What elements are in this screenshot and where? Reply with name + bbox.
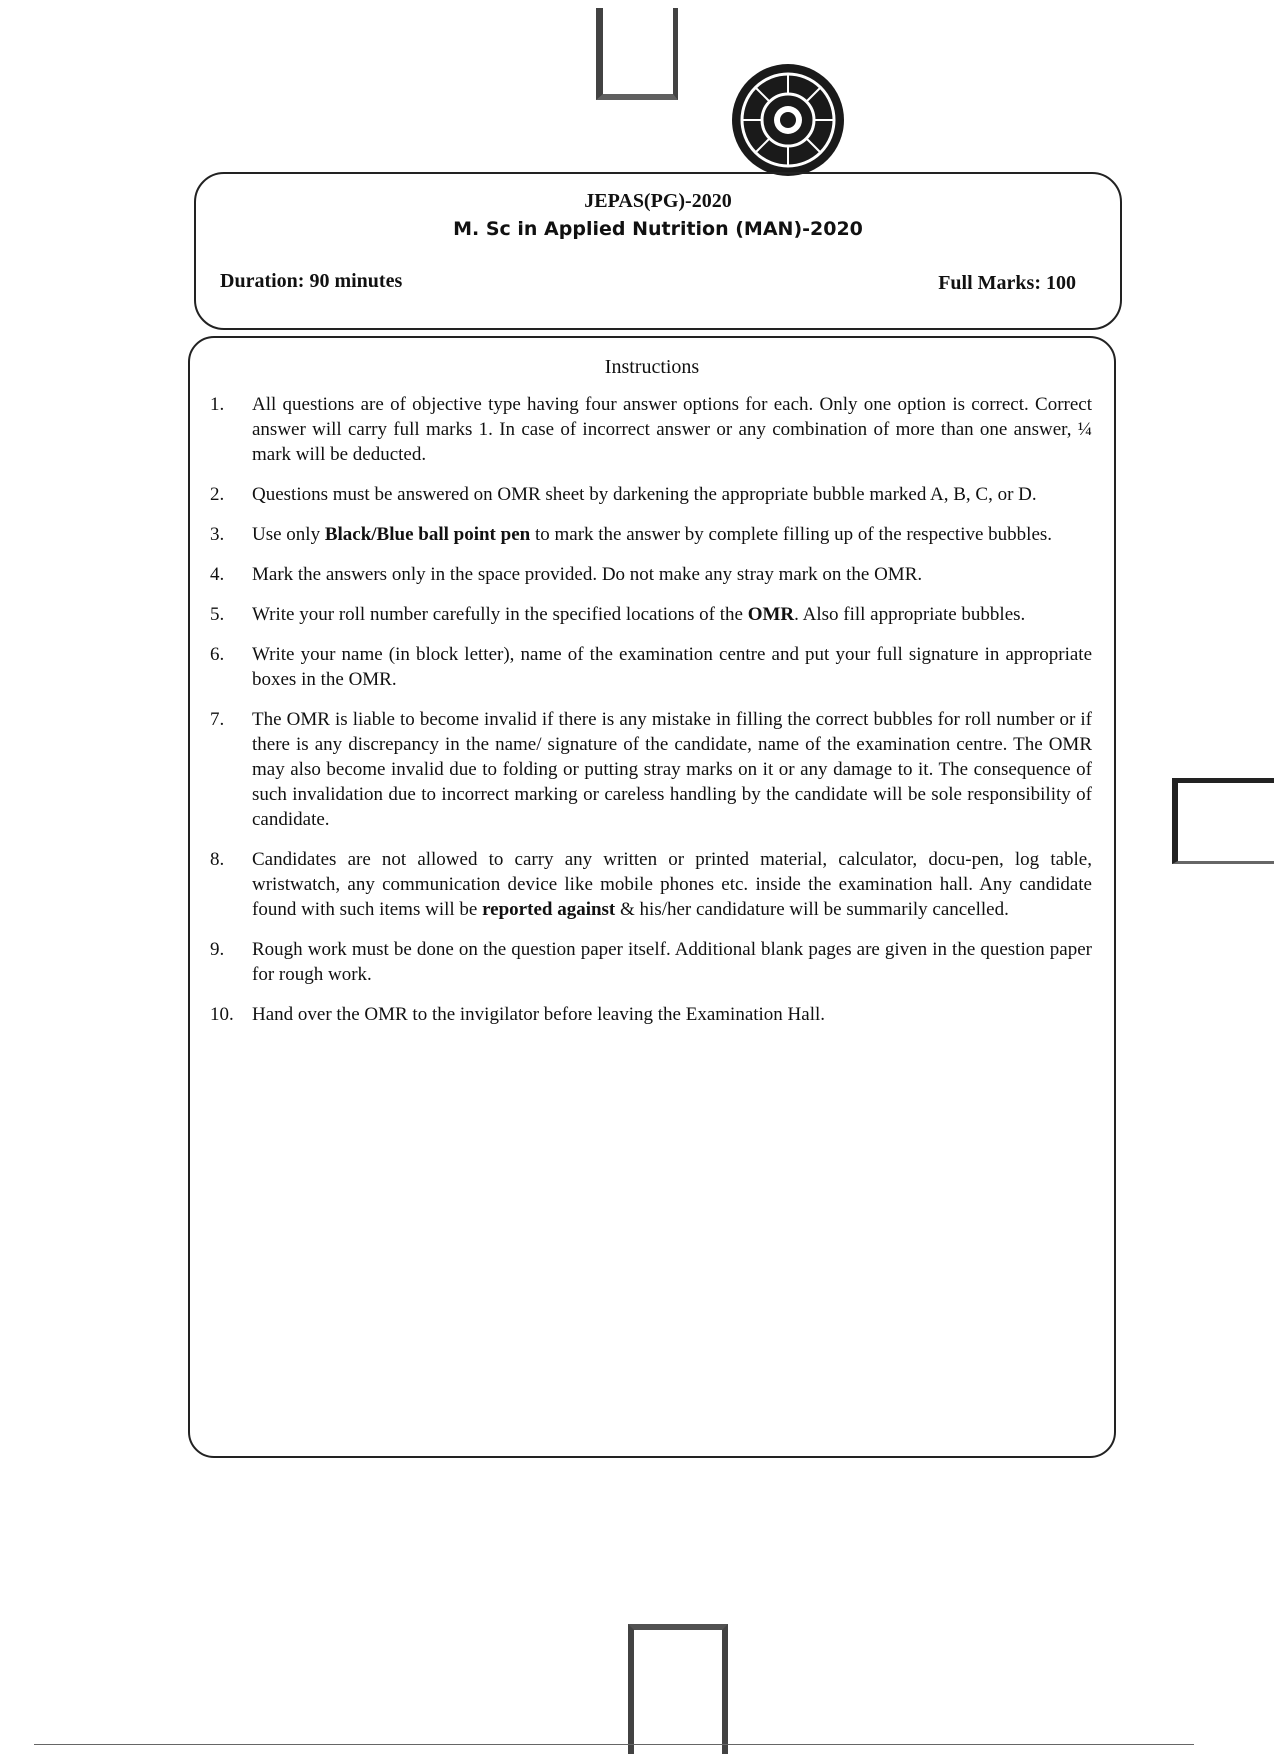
- instruction-text: Rough work must be done on the question paper itself. Additional blank pages are given in the question paper for rough work.: [252, 939, 1092, 985]
- instruction-number: 9.: [210, 939, 225, 960]
- instruction-text: The OMR is liable to become invalid if there is any mistake in filling the correct bubbles for roll number or if there is any discrepancy in the name/ signature of the candidate, name of the examination centre. The OMR may also become invalid due to folding or putting stray marks on it or any damage to it. The consequence of such invalidation due to incorrect marking or careless handling by the candidate will be sole responsibility of candidate.: [252, 709, 1092, 830]
- instruction-number: 5.: [210, 604, 225, 625]
- instruction-text: Use only Black/Blue ball point pen to mark the answer by complete filling up of the respective bubbles.: [252, 524, 1053, 545]
- instruction-item-2: [210, 482, 1092, 507]
- instruction-number: 3.: [210, 524, 225, 545]
- page-baseline: [34, 1744, 1194, 1745]
- instruction-text: Questions must be answered on OMR sheet by darkening the appropriate bubble marked A, B, C, or D.: [252, 484, 1037, 505]
- instruction-number: 8.: [210, 849, 225, 870]
- instruction-number: 6.: [210, 644, 225, 665]
- instruction-text: Write your name (in block letter), name of the examination centre and put your full signature in appropriate boxes in the OMR.: [252, 644, 1092, 690]
- full-marks: Full Marks: 100: [938, 272, 1076, 294]
- instruction-item-7: [210, 707, 1092, 832]
- instruction-text: Write your roll number carefully in the specified locations of the OMR. Also fill appropriate bubbles.: [252, 604, 1026, 625]
- instruction-item-10: [210, 1002, 1092, 1027]
- instructions-heading: Instructions: [604, 356, 700, 378]
- instruction-text: Hand over the OMR to the invigilator before leaving the Examination Hall.: [252, 1004, 826, 1025]
- registration-mark-top: [596, 8, 678, 100]
- instruction-item-3: [210, 522, 1092, 547]
- registration-mark-bottom: [628, 1624, 728, 1754]
- registration-mark-right: [1172, 778, 1274, 864]
- instruction-item-1: [210, 392, 1092, 467]
- exam-header: [194, 172, 1122, 330]
- instruction-number: 1.: [210, 394, 225, 415]
- instruction-text: All questions are of objective type having four answer options for each. Only one option is correct. Correct answer will carry full marks 1. In case of incorrect answer or any combination of more than one answer, ¼ mark will be deducted.: [252, 394, 1092, 465]
- board-seal-icon: [728, 60, 848, 180]
- instruction-item-8: [210, 847, 1092, 922]
- instruction-number: 4.: [210, 564, 225, 585]
- instruction-item-6: [210, 642, 1092, 692]
- instructions-box: [188, 336, 1116, 1458]
- instruction-text: Candidates are not allowed to carry any written or printed material, calculator, docu-pen, log table, wristwatch, any communication device like mobile phones etc. inside the examination hall. Any candidate found with such items will be reported against & his/her candidature will be summarily cancelled.: [252, 849, 1092, 920]
- instruction-item-4: [210, 562, 1092, 587]
- instruction-item-9: [210, 937, 1092, 987]
- exam-code: JEPAS(PG)-2020: [584, 190, 732, 212]
- instruction-number: 7.: [210, 709, 225, 730]
- instruction-text: Mark the answers only in the space provided. Do not make any stray mark on the OMR.: [252, 564, 923, 585]
- instruction-number: 10.: [210, 1004, 234, 1025]
- course-title: M. Sc in Applied Nutrition (MAN)-2020: [453, 218, 863, 240]
- instructions-list: [210, 392, 1092, 1042]
- instruction-number: 2.: [210, 484, 225, 505]
- duration: Duration: 90 minutes: [220, 270, 403, 292]
- instruction-item-5: [210, 602, 1092, 627]
